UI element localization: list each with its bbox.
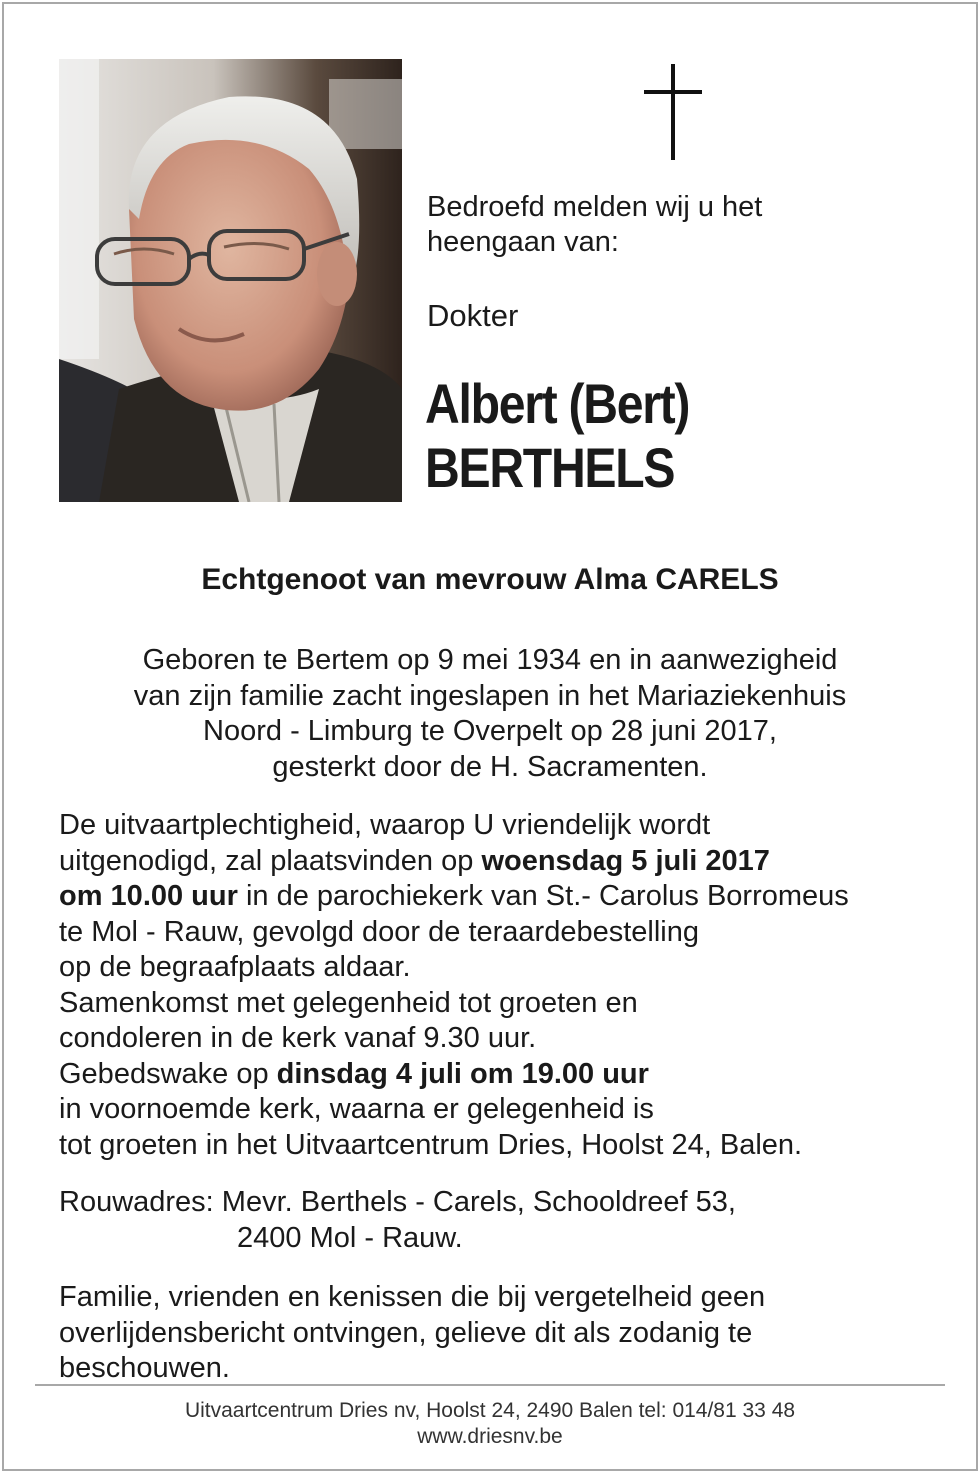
funeral-line: tot groeten in het Uitvaartcentrum Dries, Hoolst 24, Balen. (59, 1128, 803, 1161)
funeral-line: te Mol - Rauw, gevolgd door de teraardebestelling (59, 915, 699, 948)
funeral-line: Samenkomst met gelegenheid tot groeten en (59, 986, 638, 1019)
funeral-paragraph (59, 808, 849, 1163)
family-notice (59, 1280, 765, 1387)
portrait-photo (59, 59, 402, 502)
birth-death-paragraph (0, 643, 980, 785)
birth-line: Noord - Limburg te Overpelt op 28 juni 2017, (203, 715, 777, 747)
last-name: BERTHELS (425, 436, 675, 499)
intro-line: Bedroefd melden wij u het (427, 191, 763, 223)
funeral-line: condoleren in de kerk vanaf 9.30 uur. (59, 1022, 537, 1054)
cross-icon (644, 64, 702, 160)
deceased-name (425, 372, 689, 500)
footer-divider (35, 1384, 945, 1386)
funeral-line: in voornoemde kerk, waarna er gelegenheid is (59, 1093, 654, 1125)
first-name: Albert (Bert) (425, 372, 690, 435)
family-line: overlijdensbericht ontvingen, gelieve dit als zodanig te (59, 1316, 753, 1349)
birth-line: gesterkt door de H. Sacramenten. (272, 750, 708, 783)
funeral-time: om 10.00 uur (59, 880, 238, 912)
family-line: Familie, vrienden en kenissen die bij vergetelheid geen (59, 1281, 766, 1313)
funeral-date: woensdag 5 juli 2017 (481, 844, 770, 877)
vigil-datetime: dinsdag 4 juli om 19.00 uur (276, 1057, 649, 1090)
mourning-address (59, 1185, 736, 1256)
birth-line: van zijn familie zacht ingeslapen in het Mariaziekenhuis (133, 679, 847, 712)
spouse-line: Echtgenoot van mevrouw Alma CARELS (201, 563, 779, 596)
funeral-text: uitgenodigd, zal plaatsvinden op (59, 844, 482, 877)
address-line: Rouwadres: Mevr. Berthels - Carels, Schooldreef 53, (59, 1186, 736, 1218)
announcement-intro (427, 190, 947, 260)
funeral-line: De uitvaartplechtigheid, waarop U vriendelijk wordt (59, 809, 711, 841)
funeral-text: Gebedswake op (59, 1057, 277, 1090)
footer (0, 1398, 980, 1450)
funeral-line: op de begraafplaats aldaar. (59, 951, 411, 983)
website-link[interactable]: www.driesnv.be (417, 1425, 563, 1448)
family-line: beschouwen. (59, 1352, 230, 1384)
address-line: 2400 Mol - Rauw. (237, 1221, 463, 1254)
funeral-line (59, 844, 849, 880)
birth-line: Geboren te Bertem op 9 mei 1934 en in aanwezigheid (142, 644, 838, 676)
funeral-home-contact: Uitvaartcentrum Dries nv, Hoolst 24, 2490 Balen tel: 014/81 33 48 (184, 1399, 796, 1422)
intro-line: heengaan van: (427, 226, 619, 258)
portrait-illustration (59, 59, 402, 502)
funeral-line (59, 1057, 849, 1093)
funeral-text: in de parochiekerk van St.- Carolus Borromeus (237, 880, 849, 912)
funeral-line (59, 879, 849, 915)
title-text: Dokter (427, 298, 519, 333)
